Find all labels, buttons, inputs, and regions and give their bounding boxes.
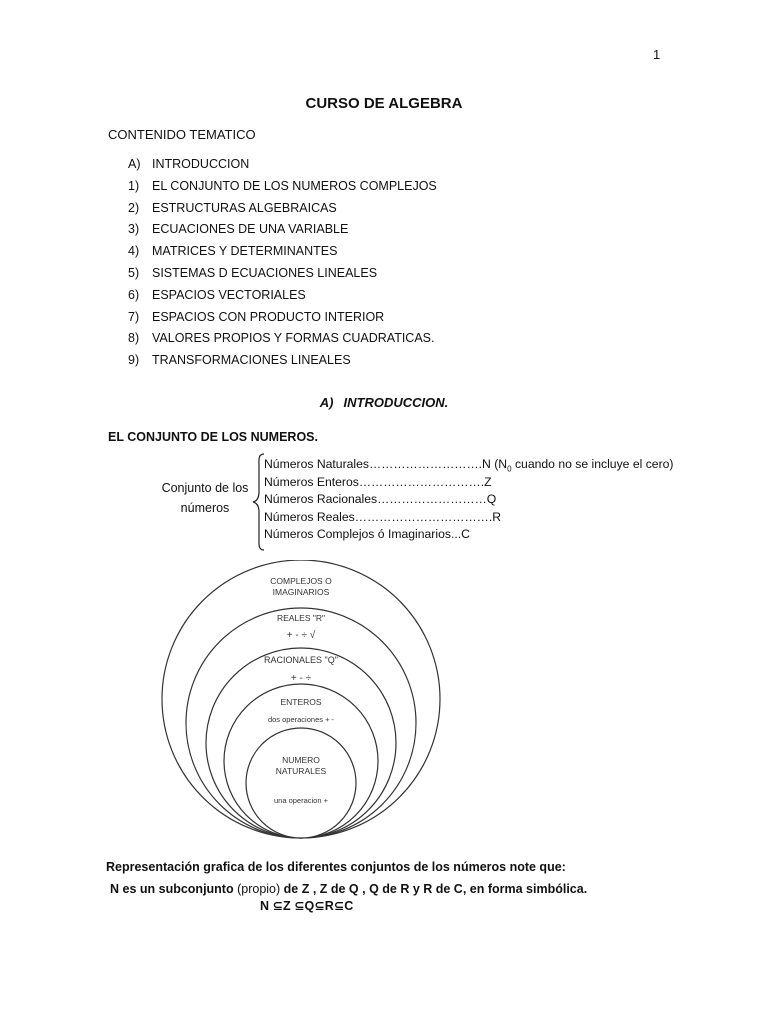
subset-formula: N ⊆Z ⊆Q⊆R⊆C <box>260 899 354 913</box>
toc-label: ECUACIONES DE UNA VARIABLE <box>152 222 349 237</box>
toc-item <box>128 220 437 242</box>
paragraph-line-2: N es un subconjunto (propio) de Z , Z de Q , Q de R y R de C, en forma simbólica. <box>110 882 588 896</box>
diagram-label-complejos: IMAGINARIOS <box>272 587 330 597</box>
toc-label: EL CONJUNTO DE LOS NUMEROS COMPLEJOS <box>152 178 437 193</box>
toc-number: 2) <box>128 200 140 215</box>
diagram-ops-reales: + - ÷ √ <box>286 630 316 641</box>
toc-item <box>128 199 437 221</box>
diagram-ops-racionales: + - ÷ <box>290 673 312 684</box>
toc-item <box>128 177 437 199</box>
section-heading <box>0 395 768 410</box>
toc-number: 9) <box>128 353 140 368</box>
page-number: 1 <box>653 47 661 62</box>
toc-label: ESPACIOS VECTORIALES <box>152 287 306 302</box>
toc-label: ESTRUCTURAS ALGEBRAICAS <box>152 200 337 215</box>
table-of-contents <box>128 155 437 373</box>
toc-number: 3) <box>128 222 140 237</box>
toc-item <box>128 286 437 308</box>
toc-label: SISTEMAS D ECUACIONES LINEALES <box>152 265 378 280</box>
section-letter: A) <box>319 395 334 410</box>
diagram-label-naturales: NATURALES <box>275 766 327 776</box>
toc-label: ESPACIOS CON PRODUCTO INTERIOR <box>152 309 385 324</box>
set-naturales: Números Naturales……………………….N ($N_0$ cuando no se incluye el cero) <box>264 457 674 474</box>
number-sets-list <box>264 456 673 544</box>
toc-item <box>128 155 437 177</box>
toc-label: VALORES PROPIOS Y FORMAS CUADRATICAS. <box>152 331 435 346</box>
set-complejos: Números Complejos ó Imaginarios...C <box>264 527 470 542</box>
page-title: CURSO DE ALGEBRA <box>305 95 463 112</box>
toc-number: 4) <box>128 244 140 259</box>
set-racionales: Números Racionales………………………Q <box>264 492 497 507</box>
diagram-label-naturales: NUMERO <box>282 755 320 765</box>
toc-item <box>128 308 437 330</box>
toc-number: 8) <box>128 331 140 346</box>
set-enteros: Números Enteros………………………….Z <box>264 474 492 489</box>
sets-heading: EL CONJUNTO DE LOS NUMEROS. <box>108 430 318 444</box>
diagram-label-reales: REALES "R" <box>276 613 326 623</box>
set-reales: Números Reales…………………………….R <box>264 509 502 524</box>
toc-number: 7) <box>128 309 140 324</box>
nested-sets-diagram <box>155 560 447 842</box>
toc-number: 5) <box>128 265 140 280</box>
toc-label: TRANSFORMACIONES LINEALES <box>152 353 351 368</box>
toc-item <box>128 264 437 286</box>
section-title: INTRODUCCION. <box>343 395 449 410</box>
toc-number: A) <box>128 157 141 171</box>
sets-label: Conjunto de los números <box>161 481 249 515</box>
toc-number: 6) <box>128 287 140 302</box>
diagram-ops-naturales: una operacion + <box>273 796 329 805</box>
content-subtitle: CONTENIDO TEMATICO <box>108 127 256 142</box>
toc-label: INTRODUCCION <box>152 157 250 171</box>
toc-item <box>128 329 437 351</box>
toc-item <box>128 351 437 373</box>
naturales-circle <box>246 728 356 838</box>
toc-number: 1) <box>128 178 140 193</box>
diagram-label-complejos: COMPLEJOS O <box>270 576 332 586</box>
diagram-label-enteros: ENTEROS <box>280 697 322 707</box>
diagram-label-racionales: RACIONALES "Q" <box>264 655 338 665</box>
toc-label: MATRICES Y DETERMINANTES <box>152 244 338 259</box>
toc-item <box>128 242 437 264</box>
diagram-ops-enteros: dos operaciones + - <box>267 715 335 724</box>
paragraph-line-1: Representación grafica de los diferentes conjuntos de los números note que: <box>106 860 566 874</box>
